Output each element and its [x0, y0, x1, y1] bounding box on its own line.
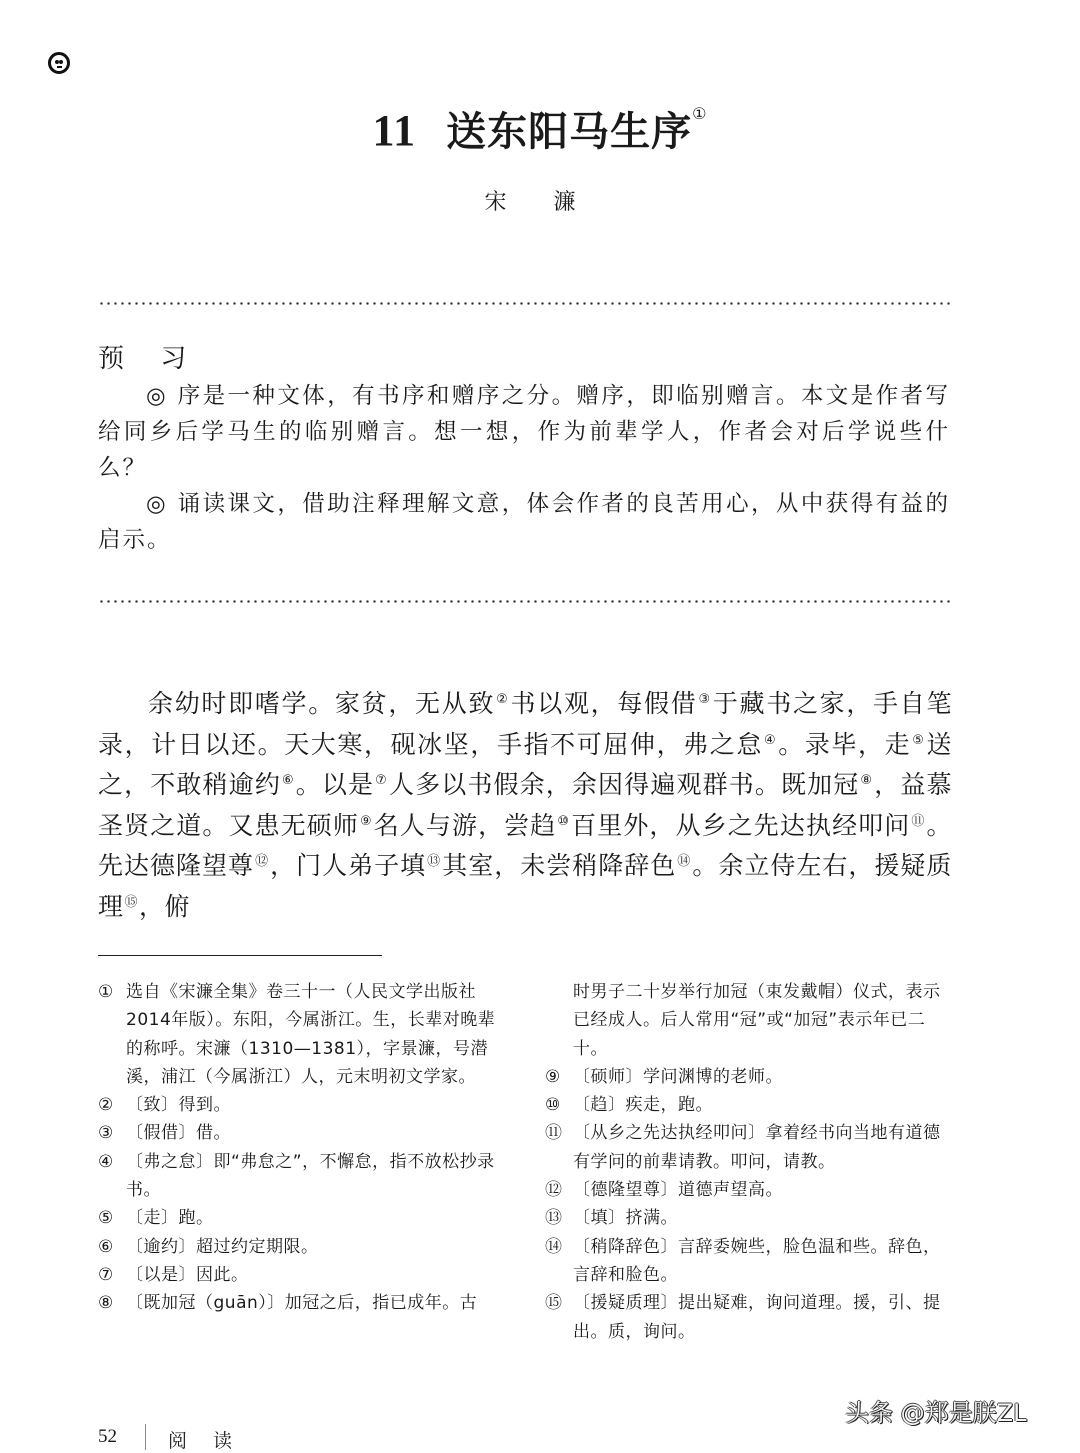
smiley-mouth: [57, 66, 62, 68]
footnote-ref: ⑭: [677, 854, 692, 869]
footnote-text: 〔硕师〕学问渊博的老师。: [573, 1066, 783, 1087]
footnote-ref: ⑩: [557, 813, 571, 829]
title-footnote-mark: ①: [692, 104, 708, 123]
footnote-ref: ⑬: [427, 854, 442, 869]
footnote-ref: ⑤: [912, 732, 926, 748]
dotted-divider-bottom: [98, 600, 950, 603]
footnote-ref: ④: [763, 732, 778, 748]
footnote-ref: ⑧: [860, 773, 874, 788]
footnote-mark: ⑥: [98, 1236, 114, 1257]
footnote-mark: ②: [98, 1095, 114, 1116]
footnote-text: 〔以是〕因此。: [126, 1264, 249, 1285]
footnote-mark: ⑪: [545, 1123, 563, 1144]
main-text-segment: ，门人弟子填: [270, 851, 427, 880]
preview-paragraph: ◎ 序是一种文体，有书序和赠序之分。赠序，即临别赠言。本文是作者写给同乡后学马生的临别赠言。想一想，作为前辈学人，作者会对后学说些什么？: [98, 383, 950, 481]
main-paragraph: [98, 684, 952, 927]
main-text-segment: 书以观，每假借: [510, 689, 698, 718]
footnote-mark: ⑫: [545, 1180, 563, 1201]
footnote-mark: ⑦: [98, 1264, 114, 1285]
footnote-mark: ⑤: [98, 1208, 114, 1229]
main-text-segment: 名人与游，尝趋: [373, 810, 557, 840]
footnote-mark: ⑨: [545, 1066, 561, 1087]
footnote-item: [98, 1233, 503, 1261]
footnote-text: 〔致〕得到。: [126, 1095, 231, 1116]
footnote-ref: ⑪: [911, 813, 926, 829]
footnote-text: 〔援疑质理〕提出疑难，询问道理。援，引、提出。质，询问。: [573, 1293, 941, 1342]
footnote-item: [98, 1261, 503, 1289]
footnotes-left-column: [98, 978, 503, 1318]
smiley-face-icon: [48, 52, 70, 74]
watermark: 头条 @郑是朕ZL: [845, 1399, 1027, 1427]
footnote-item: [545, 1063, 950, 1091]
footnote-continuation: 时男子二十岁举行加冠（束发戴帽）仪式，表示已经成人。后人常用“冠”或“加冠”表示年已二十。: [573, 982, 941, 1059]
footnote-mark: ①: [98, 982, 114, 1002]
footnote-text: 〔走〕跑。: [126, 1208, 214, 1229]
footnote-text: 〔逾约〕超过约定期限。: [126, 1236, 319, 1257]
footnote-item: [98, 1289, 503, 1317]
lesson-number: 11: [372, 106, 417, 155]
footnote-mark: ④: [98, 1151, 114, 1172]
footnote-text: 〔既加冠（guān）〕加冠之后，指已成年。古: [126, 1293, 478, 1314]
preview-paragraph: ◎ 诵读课文，借助注释理解文意，体会作者的良苦用心，从中获得有益的启示。: [98, 491, 950, 553]
footnote-text: 〔德隆望尊〕道德声望高。: [573, 1180, 783, 1201]
footnote-item: [545, 1289, 950, 1346]
footnote-mark: ③: [98, 1123, 114, 1144]
footnote-text: 〔弗之怠〕即“弗怠之”，不懈怠，指不放松抄录书。: [126, 1151, 495, 1201]
smiley-eye-right: [59, 60, 63, 64]
footnote-mark: ⑩: [545, 1095, 561, 1116]
footnote-item: [98, 1119, 503, 1147]
footnote-ref: ②: [496, 692, 510, 707]
main-text-segment: 。录毕，走: [778, 729, 912, 759]
footnote-text: 〔稍降辞色〕言辞委婉些，脸色温和些。辞色，言辞和脸色。: [573, 1236, 941, 1285]
footnote-item: [545, 1176, 950, 1204]
preview-section: [98, 378, 950, 558]
footer-section-label: 阅 读: [168, 1430, 243, 1452]
footnote-mark: ⑧: [98, 1293, 114, 1314]
footnote-mark: ⑮: [545, 1293, 563, 1314]
footnote-text: 〔从乡之先达执经叩问〕拿着经书向当地有道德有学问的前辈请教。叩问，请教。: [573, 1123, 941, 1172]
author: 宋 濂: [484, 190, 596, 215]
lesson-title: [0, 100, 1080, 157]
main-text-segment: 。先达德隆望尊: [98, 810, 952, 880]
page-number: 52: [98, 1426, 117, 1447]
main-text-segment: 送之，不敢稍逾约: [98, 729, 953, 799]
footnote-item: [98, 1091, 503, 1119]
footnote-ref: ③: [698, 692, 712, 707]
main-text-segment: ，俯: [139, 891, 191, 921]
footnote-ref: ⑫: [255, 854, 270, 869]
main-text-segment: 其室，未尝稍降辞色: [442, 851, 677, 880]
footnote-item: [98, 1204, 503, 1232]
footnote-item: [98, 1148, 503, 1205]
footnote-text: 〔趋〕疾走，跑。: [573, 1095, 713, 1116]
footnote-rule: [98, 955, 382, 956]
footnote-ref: ⑦: [375, 773, 388, 788]
footnote-item: [98, 978, 503, 1091]
lesson-title-text: 送东阳马生序: [446, 108, 693, 155]
main-text-segment: 余幼时即嗜学。家贫，无从致: [148, 689, 496, 718]
footnote-item: [545, 1119, 950, 1176]
main-text: [98, 684, 952, 927]
footnotes-right-list: [545, 1063, 950, 1346]
footnote-ref: ⑥: [281, 773, 295, 788]
main-text-segment: 于藏书之家，手自笔录，计日以还。天大寒，砚冰坚，手指不可屈伸，弗之怠: [98, 689, 952, 759]
footnote-item: [545, 1091, 950, 1119]
preview-heading: 预 习: [98, 344, 201, 374]
main-text-segment: 百里外，从乡之先达执经叩问: [571, 810, 911, 840]
footnote-text: 〔假借〕借。: [126, 1123, 231, 1144]
footnote-item: [545, 1233, 950, 1290]
footnote-item: [545, 1204, 950, 1232]
main-text-segment: 。以是: [295, 770, 375, 799]
footnote-ref: ⑮: [124, 894, 139, 910]
footer-divider: [145, 1424, 146, 1450]
dotted-divider-top: [98, 302, 950, 305]
footnote-mark: ⑭: [545, 1236, 563, 1257]
footnotes-right-column: [545, 978, 950, 1346]
main-text-segment: 。余立侍左右，援疑质理: [98, 851, 952, 921]
main-text-segment: 人多以书假余，余因得遍观群书。既加冠: [388, 770, 860, 799]
footnote-text: 〔填〕挤满。: [573, 1208, 678, 1229]
main-text-segment: ，益慕圣贤之道。又患无硕师: [98, 770, 952, 840]
footnote-text: 选自《宋濂全集》卷三十一（人民文学出版社2014年版）。东阳，今属浙江。生，长辈对晚辈的称呼。宋濂（1310—1381），字景濂，号潜溪，浦江（今属浙江）人，元末明初文学家。: [126, 982, 496, 1087]
footnote-mark: ⑬: [545, 1208, 563, 1229]
footnote-ref: ⑨: [359, 813, 373, 829]
